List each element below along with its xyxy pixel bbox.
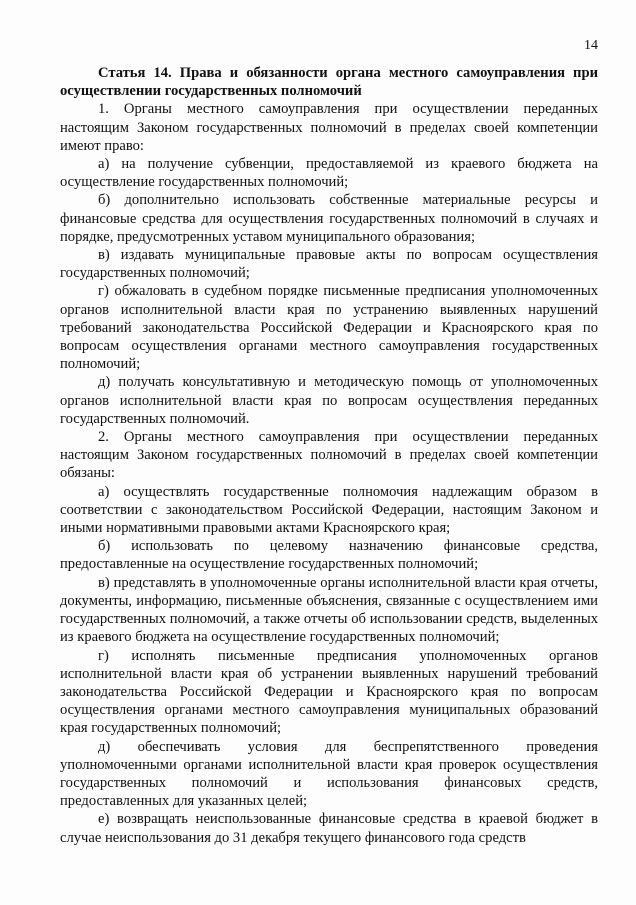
paragraph-1v: в) издавать муниципальные правовые акты по вопросам осуществления государственных полномочий; bbox=[60, 247, 598, 282]
article-body bbox=[60, 64, 598, 847]
article-heading: Статья 14. Права и обязанности органа местного самоуправления при осуществлении государственных полномочий bbox=[60, 65, 598, 100]
paragraph-2e: е) возвращать неиспользованные финансовые средства в краевой бюджет в случае неиспользования до 31 декабря текущего финансового года средств bbox=[60, 811, 598, 846]
paragraph-1a: а) на получение субвенции, предоставляемой из краевого бюджета на осуществление государственных полномочий; bbox=[60, 156, 598, 191]
paragraph-1b: б) дополнительно использовать собственные материальные ресурсы и финансовые средства для осуществления государственных полномочий в случаях и порядке, предусмотренных уставом муниципального образования; bbox=[60, 192, 598, 245]
paragraph-2v: в) представлять в уполномоченные органы исполнительной власти края отчеты, документы, информацию, письменные объяснения, связанные с осуществлением ими государственных полномочий, а также отчеты об использовании средств, выделенных из краевого бюджета на осуществление государственных полномочий; bbox=[60, 574, 598, 646]
paragraph-2a: а) осуществлять государственные полномочия надлежащим образом в соответствии с законодательством Российской Федерации, настоящим Законом и иными нормативными правовыми актами Красноярского края; bbox=[60, 483, 598, 537]
page-number: 14 bbox=[584, 38, 598, 53]
paragraph-1d: д) получать консультативную и методическую помощь от уполномоченных органов исполнительной власти края по вопросам осуществления переданных государственных полномочий. bbox=[60, 374, 598, 427]
paragraph-1: 1. Органы местного самоуправления при осуществлении переданных настоящим Законом государственных полномочий в пределах своей компетенции имеют право: bbox=[60, 101, 598, 154]
paragraph-2: 2. Органы местного самоуправления при осуществлении переданных настоящим Законом государственных полномочий в пределах своей компетенции обязаны: bbox=[60, 429, 598, 482]
paragraph-2g: г) исполнять письменные предписания уполномоченных органов исполнительной власти края об устранении выявленных нарушений требований законодательства Российской Федерации и Красноярского края по вопросам осуществления органами местного самоуправления муниципальных образований края государственных полномочий; bbox=[60, 647, 598, 737]
paragraph-2b: б) использовать по целевому назначению финансовые средства, предоставленные на осуществление государственных полномочий; bbox=[60, 538, 598, 573]
paragraph-1g: г) обжаловать в судебном порядке письменные предписания уполномоченных органов исполнительной власти края по устранению выявленных нарушений требований законодательства Российской Федерации и Красноярского края по вопросам осуществления органами местного самоуправления государственных полномочий; bbox=[60, 283, 598, 373]
paragraph-2d: д) обеспечивать условия для беспрепятственного проведения уполномоченными органами исполнительной власти края проверок осуществления государственных полномочий и использования финансовых средств, предоставленных для указанных целей; bbox=[60, 738, 598, 810]
